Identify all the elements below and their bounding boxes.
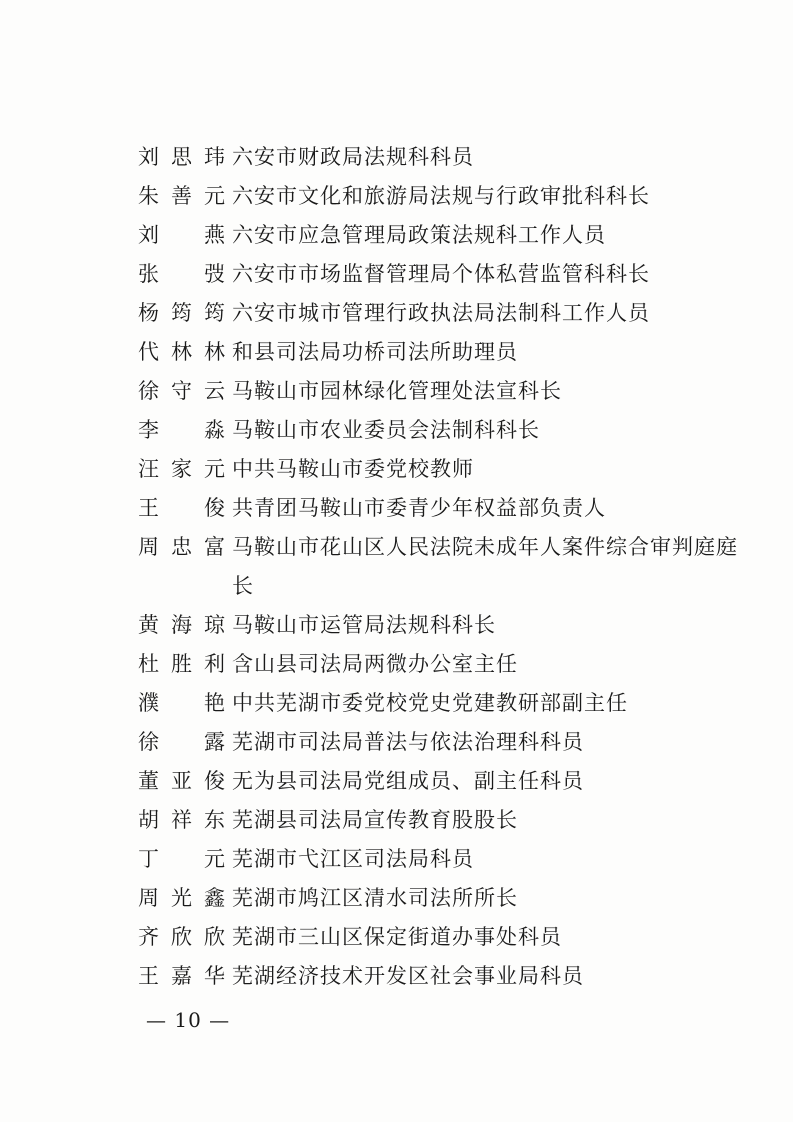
person-role: 中共马鞍山市委党校教师 <box>232 457 474 481</box>
person-name: 徐守云 <box>138 379 226 403</box>
person-role: 芜湖市弋江区司法局科员 <box>232 847 474 871</box>
person-name: 刘 燕 <box>138 223 226 247</box>
person-name: 杜胜利 <box>138 652 226 676</box>
person-role: 六安市应急管理局政策法规科工作人员 <box>232 223 606 247</box>
person-name: 张 弢 <box>138 262 226 286</box>
person-name: 丁 元 <box>138 847 226 871</box>
person-name: 汪家元 <box>138 457 226 481</box>
person-name: 周忠富 <box>138 535 226 559</box>
person-name: 代林林 <box>138 340 226 364</box>
person-role: 含山县司法局两微办公室主任 <box>232 652 518 676</box>
person-name: 齐欣欣 <box>138 925 226 949</box>
person-name: 朱善元 <box>138 184 226 208</box>
person-role: 六安市市场监督管理局个体私营监管科科长 <box>232 262 650 286</box>
list-item <box>138 645 758 684</box>
list-item <box>138 450 758 489</box>
person-role: 和县司法局功桥司法所助理员 <box>232 340 518 364</box>
list-item <box>138 840 758 879</box>
person-name: 李 淼 <box>138 418 226 442</box>
list-item <box>138 879 758 918</box>
person-role: 无为县司法局党组成员、副主任科员 <box>232 769 584 793</box>
list-item <box>138 957 758 996</box>
person-role: 六安市文化和旅游局法规与行政审批科科长 <box>232 184 650 208</box>
list-item <box>138 684 758 723</box>
person-name: 杨筠筠 <box>138 301 226 325</box>
list-item <box>138 177 758 216</box>
person-role: 六安市城市管理行政执法局法制科工作人员 <box>232 301 650 325</box>
list-item <box>138 528 758 606</box>
list-item <box>138 294 758 333</box>
person-role: 中共芜湖市委党校党史党建教研部副主任 <box>232 691 628 715</box>
list-item <box>138 372 758 411</box>
list-item <box>138 138 758 177</box>
person-role: 马鞍山市农业委员会法制科科长 <box>232 418 540 442</box>
person-name: 黄海琼 <box>138 613 226 637</box>
person-role: 共青团马鞍山市委青少年权益部负责人 <box>232 496 606 520</box>
page-number: — 10 — <box>146 1008 231 1032</box>
person-role: 芜湖市司法局普法与依法治理科科员 <box>232 730 584 754</box>
person-role: 芜湖县司法局宣传教育股股长 <box>232 808 518 832</box>
person-role: 芜湖经济技术开发区社会事业局科员 <box>232 964 584 988</box>
list-item <box>138 918 758 957</box>
list-item <box>138 801 758 840</box>
person-name: 王 俊 <box>138 496 226 520</box>
person-role: 马鞍山市园林绿化管理处法宣科长 <box>232 379 562 403</box>
person-name: 刘思玮 <box>138 145 226 169</box>
list-item <box>138 723 758 762</box>
list-item <box>138 411 758 450</box>
list-item <box>138 255 758 294</box>
personnel-list <box>138 138 758 996</box>
person-role: 芜湖市鸠江区清水司法所所长 <box>232 886 518 910</box>
person-role: 芜湖市三山区保定街道办事处科员 <box>232 925 562 949</box>
person-name: 濮 艳 <box>138 691 226 715</box>
person-name: 王嘉华 <box>138 964 226 988</box>
person-role: 六安市财政局法规科科员 <box>232 145 474 169</box>
list-item <box>138 489 758 528</box>
person-name: 董亚俊 <box>138 769 226 793</box>
list-item <box>138 606 758 645</box>
person-role: 马鞍山市花山区人民法院未成年人案件综合审判庭庭长 <box>232 535 738 598</box>
person-name: 徐 露 <box>138 730 226 754</box>
list-item <box>138 762 758 801</box>
person-name: 胡祥东 <box>138 808 226 832</box>
list-item <box>138 216 758 255</box>
person-role: 马鞍山市运管局法规科科长 <box>232 613 496 637</box>
person-name: 周光鑫 <box>138 886 226 910</box>
list-item <box>138 333 758 372</box>
